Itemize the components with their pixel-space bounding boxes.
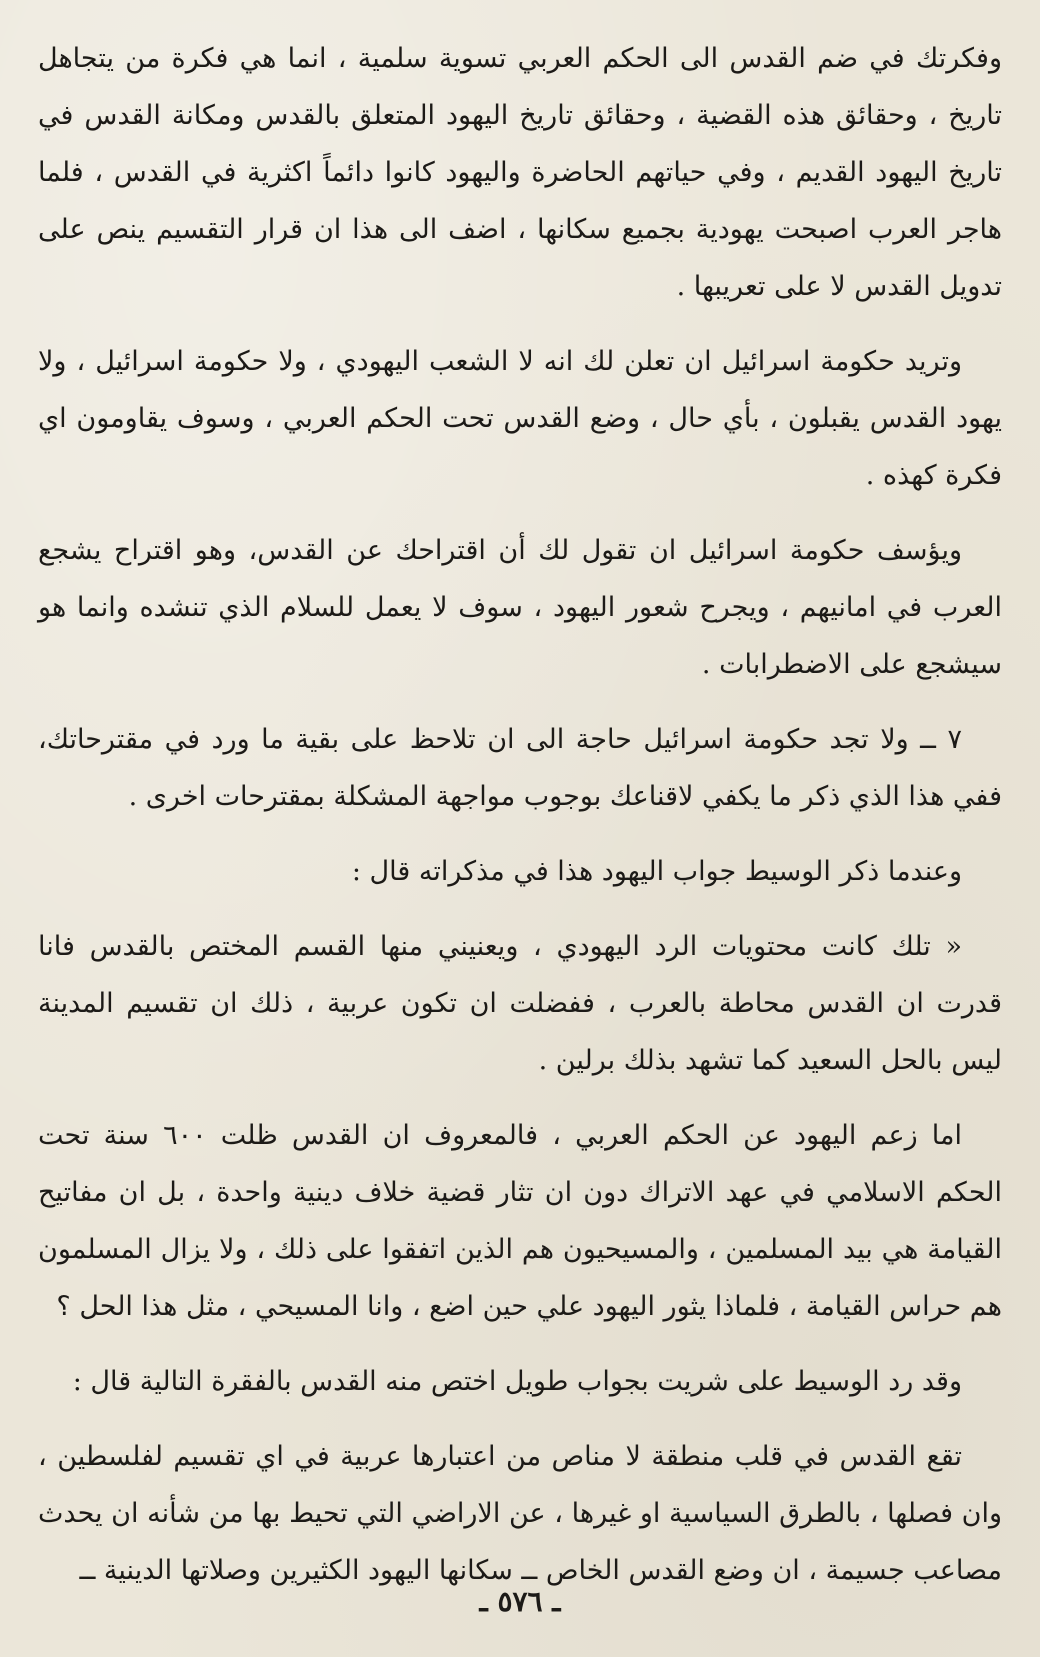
page-body xyxy=(38,30,1002,1599)
page-number: ـ ٥٧٦ ـ xyxy=(479,1585,561,1618)
paragraph-7: اما زعم اليهود عن الحكم العربي ، فالمعروف ان القدس ظلت ٦٠٠ سنة تحت الحكم الاسلامي في عهد الاتراك دون ان تثار قضية خلاف دينية واحدة ، بل ان مفاتيح القيامة هي بيد المسلمين ، والمسيحيون هم الذين اتفقوا على ذلك ، ولا يزال المسلمون هم حراس القيامة ، فلماذا يثور اليهود علي حين اضع ، وانا المسيحي ، مثل هذا الحل ؟ xyxy=(38,1120,1002,1322)
paragraph-1: وفكرتك في ضم القدس الى الحكم العربي تسوية سلمية ، انما هي فكرة من يتجاهل تاريخ ، وحقائق هذه القضية ، وحقائق تاريخ اليهود المتعلق بالقدس ومكانة القدس في تاريخ اليهود القديم ، وفي حياتهم الحاضرة واليهود كانوا دائماً اكثرية في القدس ، فلما هاجر العرب اصبحت يهودية بجميع سكانها ، اضف الى هذا ان قرار التقسيم ينص على تدويل القدس لا على تعريبها . xyxy=(38,43,1002,302)
paragraph-4: ٧ ــ ولا تجد حكومة اسرائيل حاجة الى ان تلاحظ على بقية ما ورد في مقترحاتك، ففي هذا الذي ذكر ما يكفي لاقناعك بوجوب مواجهة المشكلة بمقترحات اخرى . xyxy=(38,724,1002,812)
paragraph-3: ويؤسف حكومة اسرائيل ان تقول لك أن اقتراحك عن القدس، وهو اقتراح يشجع العرب في امانيهم ، ويجرح شعور اليهود ، سوف لا يعمل للسلام الذي تنشده وانما هو سيشجع على الاضطرابات . xyxy=(38,535,1002,680)
paragraph-9: تقع القدس في قلب منطقة لا مناص من اعتبارها عربية في اي تقسيم لفلسطين ، وان فصلها ، بالطرق السياسية او غيرها ، عن الاراضي التي تحيط بها من شأنه ان يحدث مصاعب جسيمة ، ان وضع القدس الخاص ــ سكانها اليهود الكثيرين وصلاتها الدينية ــ xyxy=(38,1441,1002,1586)
paragraph-8: وقد رد الوسيط على شريت بجواب طويل اختص منه القدس بالفقرة التالية قال : xyxy=(72,1366,962,1397)
paragraph-5: وعندما ذكر الوسيط جواب اليهود هذا في مذكراته قال : xyxy=(351,856,962,887)
paragraph-2: وتريد حكومة اسرائيل ان تعلن لك انه لا الشعب اليهودي ، ولا حكومة اسرائيل ، ولا يهود القدس يقبلون ، بأي حال ، وضع القدس تحت الحكم العربي ، وسوف يقاومون اي فكرة كهذه . xyxy=(38,346,1002,491)
quote-paragraph: « تلك كانت محتويات الرد اليهودي ، ويعنيني منها القسم المختص بالقدس فانا قدرت ان القدس محاطة بالعرب ، ففضلت ان تكون عربية ، ذلك ان تقسيم المدينة ليس بالحل السعيد كما تشهد بذلك برلين . xyxy=(38,931,1002,1076)
